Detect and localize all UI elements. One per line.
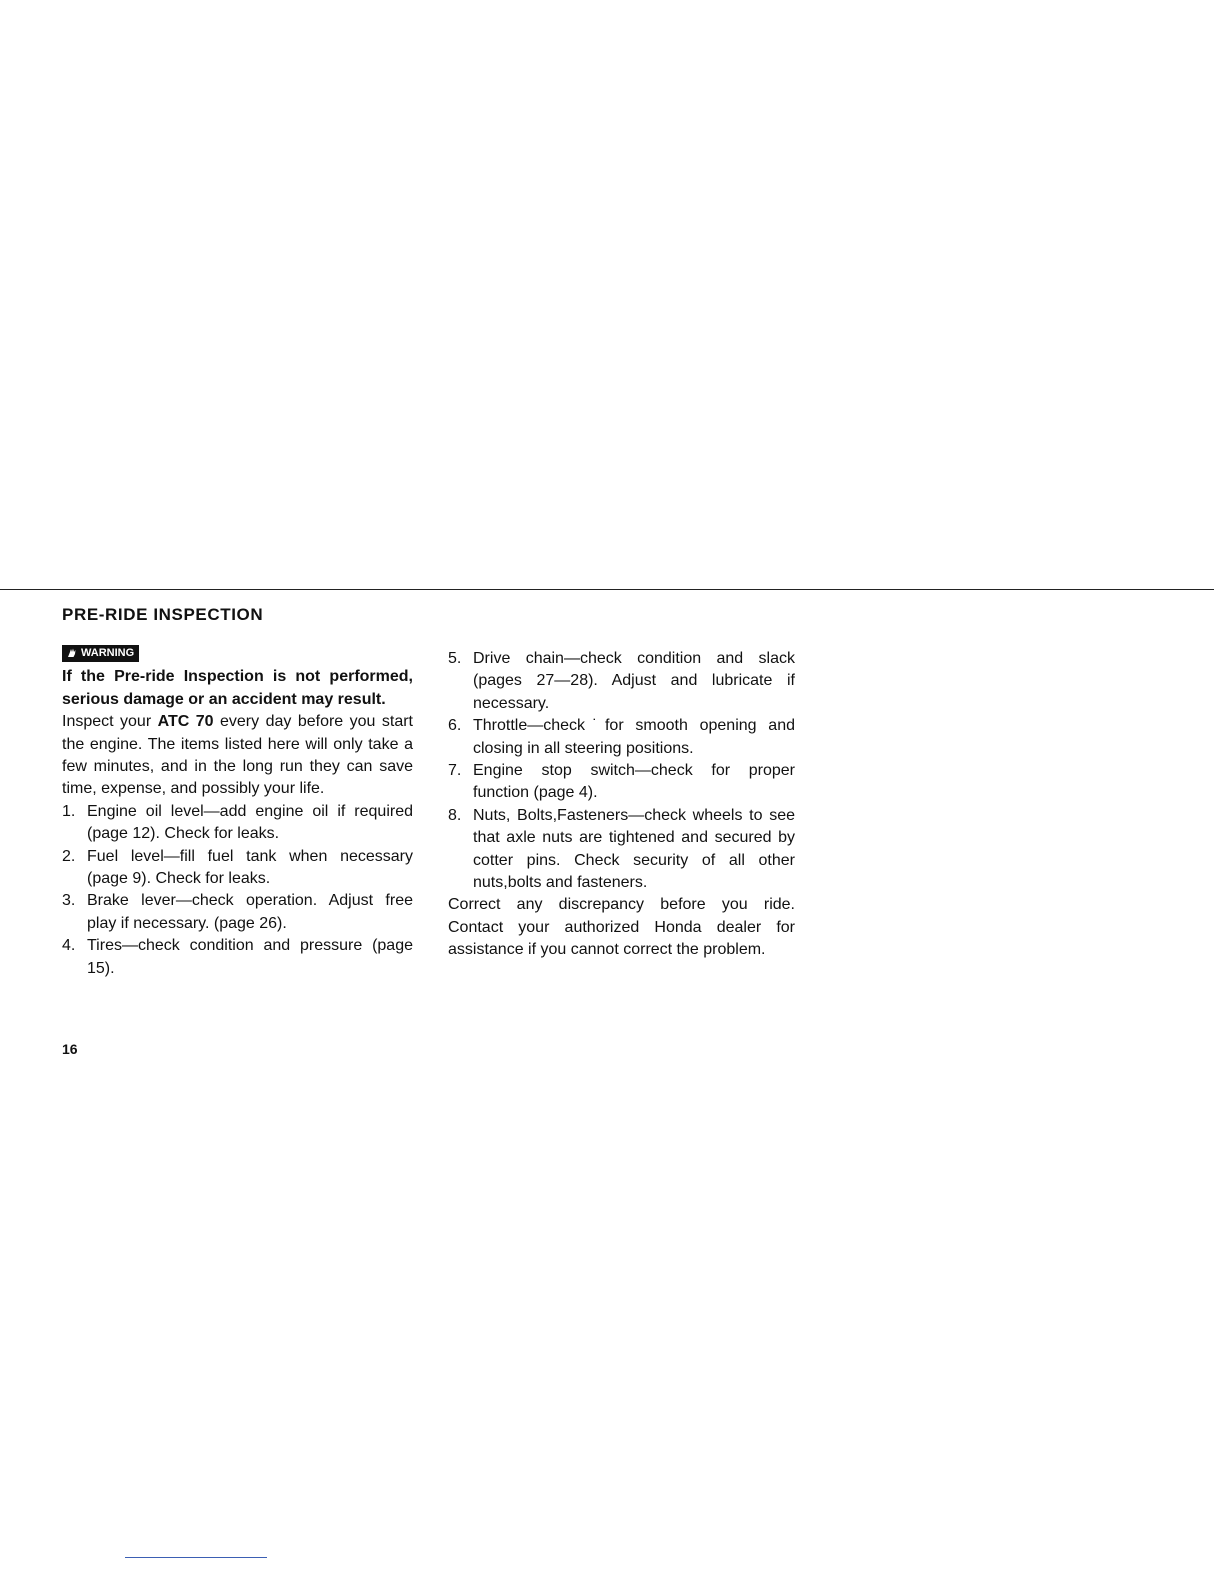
list-item-number: 3. [62, 892, 76, 910]
list-item-text: Engine stop switch—check for proper function (page 4). [473, 762, 795, 802]
list-item [448, 648, 795, 715]
list-item-number: 4. [62, 937, 76, 955]
intro-text-after: every day before you start the engine. The items listed here will only take a few minutes, and in the long run they can save time, expense, and possibly your life. [62, 713, 414, 798]
closing-paragraph: Correct any discrepancy before you ride. Contact your authorized Honda dealer for assistance if you cannot correct the problem. [448, 896, 795, 959]
list-item [62, 935, 413, 980]
warning-text: If the Pre-ride Inspection is not performed, serious damage or an accident may result. [62, 668, 413, 708]
warning-badge [62, 645, 139, 662]
list-item [62, 801, 413, 846]
bottom-divider [125, 1557, 267, 1558]
list-item-number: 8. [448, 806, 462, 824]
inspection-list-left [62, 801, 413, 980]
list-item [448, 805, 795, 895]
list-item-text: Tires—check condition and pressure (page 15). [87, 937, 413, 977]
list-item-number: 5. [448, 650, 462, 667]
list-item-number: 1. [62, 802, 76, 820]
list-item-number: 7. [448, 762, 462, 780]
list-item [448, 715, 795, 760]
list-item-number: 2. [62, 847, 76, 865]
list-item-text: Brake lever—check operation. Adjust free play if necessary. (page 26). [87, 892, 413, 932]
top-divider [0, 589, 1214, 590]
list-item-text: Drive chain—check condition and slack (pages 27—28). Adjust and lubricate if necessary. [473, 650, 795, 712]
list-item-text: Throttle—check˙for smooth opening and closing in all steering positions. [473, 717, 795, 757]
warning-badge-label: WARNING [81, 646, 135, 659]
list-item-text: Fuel level—fill fuel tank when necessary (page 9). Check for leaks. [87, 847, 413, 888]
intro-text-before: Inspect your [62, 713, 158, 731]
list-item-number: 6. [448, 717, 462, 735]
list-item-text: Engine oil level—add engine oil if required (page 12). Check for leaks. [87, 802, 413, 843]
list-item [448, 760, 795, 805]
warning-hand-icon [66, 647, 78, 659]
list-item [62, 846, 413, 891]
intro-paragraph [62, 711, 413, 801]
page-number: 16 [62, 1041, 78, 1057]
inspection-list-right [448, 648, 795, 894]
list-item-text: Nuts, Bolts,Fasteners—check wheels to see that axle nuts are tightened and secured by cotter pins. Check security of all other nuts,bolts and fasteners. [473, 806, 795, 892]
left-column [62, 644, 413, 980]
section-title: PRE-RIDE INSPECTION [62, 605, 264, 624]
model-name: ATC 70 [157, 713, 214, 731]
list-item [62, 890, 413, 935]
right-column [448, 648, 795, 962]
